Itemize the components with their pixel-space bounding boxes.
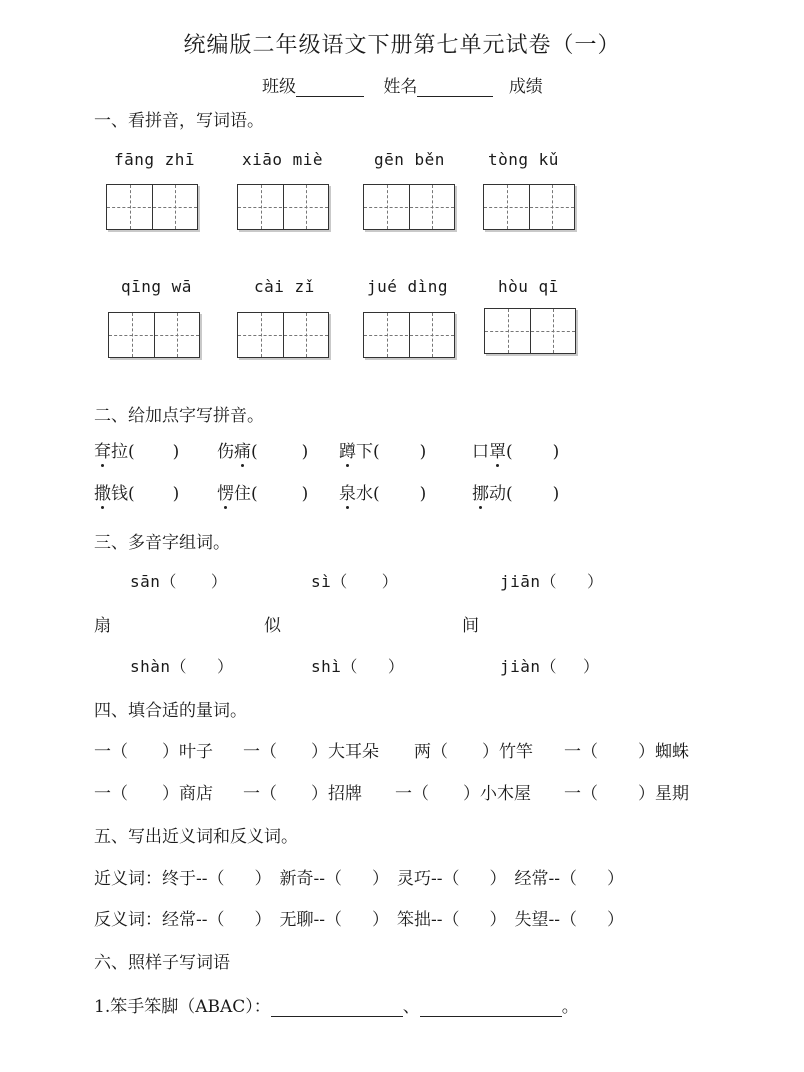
pinyin-label: qīng wā <box>121 277 192 296</box>
dotted-char: 撒 <box>94 479 111 504</box>
pinyin-label: gēn běn <box>374 150 445 169</box>
polyphone-reading: shì（ ） <box>311 657 405 676</box>
measure-word-item: 一（ ）小木屋 <box>395 784 531 804</box>
example-label: 1.笨手笨脚（ABAC）： <box>94 997 271 1017</box>
example-item-1: 1.笨手笨脚（ABAC）： 、 。 <box>94 997 579 1017</box>
answer-line[interactable] <box>271 998 403 1017</box>
dotted-char: 泉 <box>339 479 356 504</box>
polyphone-reading: jiàn（ ） <box>500 657 600 676</box>
writing-grid[interactable] <box>484 308 576 354</box>
pinyin-label: cài zǐ <box>254 277 315 296</box>
pinyin-label: jué dìng <box>367 277 449 296</box>
section-4-heading: 四、填合适的量词。 <box>94 701 247 721</box>
measure-word-item: 一（ ）叶子 <box>94 742 213 762</box>
dotted-char: 罩 <box>489 437 506 462</box>
dotted-char: 挪 <box>472 479 489 504</box>
measure-word-item: 一（ ）星期 <box>564 784 689 804</box>
synonym-row: 近义词：终于--（ ） 新奇--（ ） 灵巧--（ ） 经常--（ ） <box>94 869 624 889</box>
synonym-label: 近义词： <box>94 869 162 889</box>
section-1-heading: 一、看拼音，写词语。 <box>94 111 264 131</box>
polyphone-reading: jiān（ ） <box>500 572 604 591</box>
measure-word-item: 一（ ）大耳朵 <box>243 742 379 762</box>
pinyin-item: 愣住( ) <box>217 479 308 504</box>
pinyin-item: 挪动( ) <box>472 479 559 504</box>
pinyin-item: 泉水( ) <box>339 479 426 504</box>
polyphone-reading: sì（ ） <box>311 572 399 591</box>
section-6-heading: 六、照样子写词语 <box>94 953 230 973</box>
measure-word-item: 两（ ）竹竿 <box>414 742 533 762</box>
name-label: 姓名 <box>383 77 418 97</box>
pinyin-item: 撒钱( ) <box>94 479 179 504</box>
name-blank[interactable] <box>417 78 493 97</box>
polyphone-reading: sān（ ） <box>130 572 228 591</box>
score-label: 成绩 <box>508 77 543 97</box>
dotted-char: 愣 <box>217 479 234 504</box>
section-2-heading: 二、给加点字写拼音。 <box>94 406 264 426</box>
writing-grid[interactable] <box>108 312 200 358</box>
section-5-heading: 五、写出近义词和反义词。 <box>94 827 298 847</box>
measure-word-item: 一（ ）商店 <box>94 784 213 804</box>
polyphone-char: 间 <box>462 616 479 636</box>
measure-word-item: 一（ ）招牌 <box>243 784 362 804</box>
polyphone-char: 似 <box>264 616 281 636</box>
polyphone-reading: shàn（ ） <box>130 657 234 676</box>
polyphone-char: 扇 <box>94 616 111 636</box>
class-label: 班级 <box>262 77 296 97</box>
info-line <box>262 72 543 97</box>
dotted-char: 蹲 <box>339 437 356 462</box>
antonym-label: 反义词： <box>94 910 162 930</box>
writing-grid[interactable] <box>237 312 329 358</box>
writing-grid[interactable] <box>237 184 329 230</box>
pinyin-label: hòu qī <box>498 277 559 296</box>
antonym-row: 反义词：经常--（ ） 无聊--（ ） 笨拙--（ ） 失望--（ ） <box>94 910 624 930</box>
pinyin-label: tòng kǔ <box>488 150 559 169</box>
writing-grid[interactable] <box>363 184 455 230</box>
pinyin-item: 耷拉( ) <box>94 437 179 462</box>
pinyin-item: 蹲下( ) <box>339 437 426 462</box>
writing-grid[interactable] <box>483 184 575 230</box>
page-title: 统编版二年级语文下册第七单元试卷（一） <box>183 33 621 58</box>
pinyin-item: 伤痛( ) <box>217 437 308 462</box>
pinyin-label: xiāo miè <box>242 150 324 169</box>
measure-word-item: 一（ ）蜘蛛 <box>564 742 689 762</box>
dotted-char: 耷 <box>94 437 111 462</box>
writing-grid[interactable] <box>106 184 198 230</box>
pinyin-item: 口罩( ) <box>472 437 559 462</box>
class-blank[interactable] <box>296 78 364 97</box>
answer-line[interactable] <box>420 998 562 1017</box>
pinyin-label: fāng zhī <box>114 150 196 169</box>
dotted-char: 痛 <box>234 437 251 462</box>
writing-grid[interactable] <box>363 312 455 358</box>
section-3-heading: 三、多音字组词。 <box>94 533 230 553</box>
